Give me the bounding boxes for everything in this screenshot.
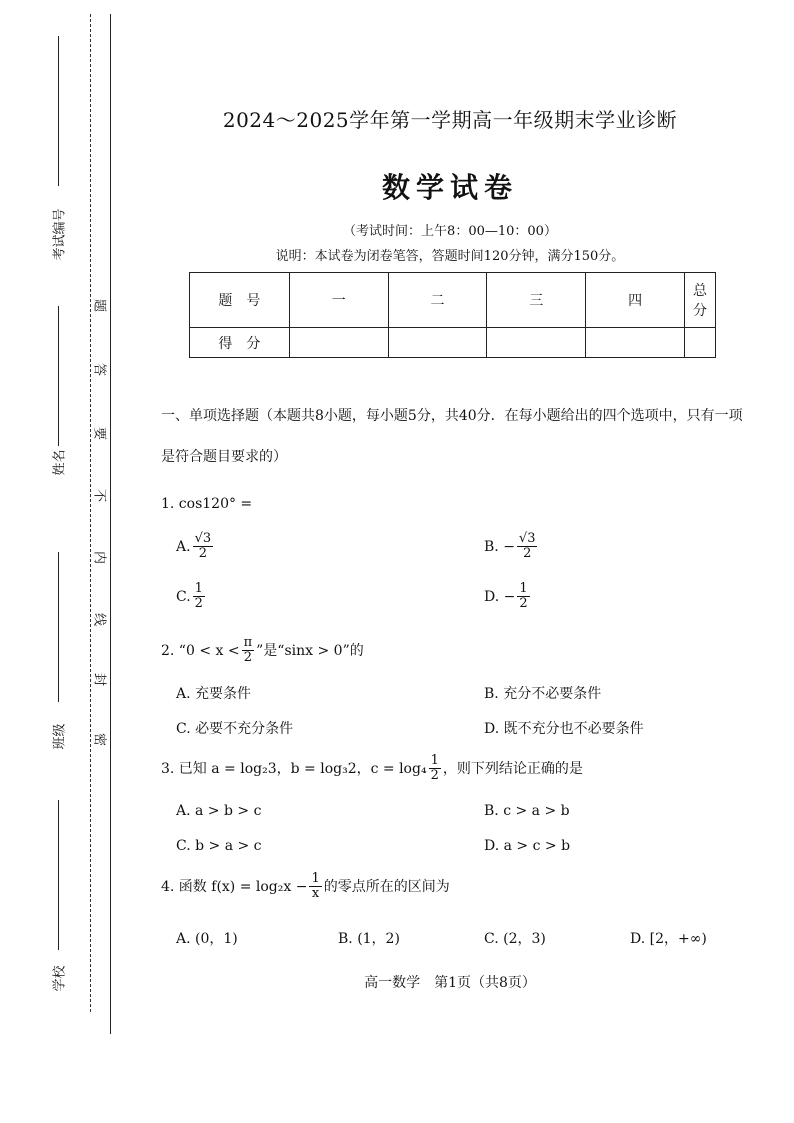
seal-char: 答	[91, 362, 107, 376]
option-prefix: C.	[176, 588, 191, 605]
class-line	[58, 552, 59, 702]
q3-option-d[interactable]: D. a > c > b	[484, 838, 571, 854]
stem-text: 的零点所在的区间为	[323, 878, 450, 895]
fraction	[309, 872, 321, 902]
q4-option-a[interactable]: A. (0，1)	[176, 931, 238, 947]
fraction	[193, 532, 214, 562]
q1-option-c[interactable]	[176, 582, 207, 612]
score-table-header-row	[190, 273, 716, 328]
numerator: 1	[194, 581, 203, 596]
stem-text: 4. 函数 f(x) = log₂x −	[161, 878, 308, 895]
q2-option-a[interactable]: A. 充要条件	[176, 686, 252, 702]
exam-number-line	[58, 36, 59, 186]
score-table-score-row	[190, 328, 716, 358]
fraction	[429, 754, 441, 784]
numerator: π	[243, 635, 253, 650]
score-header-cell: 总 分	[684, 273, 715, 328]
q3-option-c[interactable]: C. b > a > c	[176, 838, 262, 854]
denominator: x	[311, 886, 320, 902]
q4-option-c[interactable]: C. (2，3)	[484, 931, 546, 947]
seal-char: 内	[91, 550, 107, 564]
name-label: 姓名	[52, 449, 68, 476]
class-field[interactable]	[48, 552, 68, 752]
score-header-cell: 四	[586, 273, 685, 328]
school-label: 学校	[52, 965, 68, 992]
subject-title: 数学试卷	[381, 171, 518, 204]
q2-option-c[interactable]: C. 必要不充分条件	[176, 721, 294, 737]
denominator: 2	[243, 650, 252, 666]
binding-dashed-line	[90, 14, 91, 1012]
denominator: 2	[519, 596, 528, 612]
question-1-stem: 1. cos120° =	[161, 496, 253, 512]
seal-char: 题	[91, 298, 107, 312]
stem-text: 2. “0 < x <	[161, 642, 240, 659]
fraction	[193, 582, 205, 612]
q1-option-b[interactable]	[484, 532, 539, 562]
score-header-cell: 一	[289, 273, 388, 328]
score-cell[interactable]	[487, 328, 586, 358]
fraction	[517, 582, 529, 612]
question-2-stem	[161, 636, 364, 666]
section-intro-line1: 一、单项选择题（本题共8小题，每小题5分，共40分．在每小题给出的四个选项中，只有一项	[161, 408, 743, 424]
score-header-cell: 三	[487, 273, 586, 328]
fraction	[517, 532, 538, 562]
class-label: 班级	[52, 723, 68, 750]
denominator: 2	[523, 546, 532, 562]
seal-char: 不	[91, 488, 107, 502]
numerator: √3	[518, 531, 536, 546]
numerator: √3	[194, 531, 212, 546]
numerator: 1	[519, 581, 528, 596]
score-cell[interactable]	[586, 328, 685, 358]
score-header-cell: 题 号	[190, 273, 290, 328]
q1-option-d[interactable]	[484, 582, 532, 612]
page-footer: 高一数学 第1页（共8页）	[364, 975, 536, 991]
seal-char: 要	[91, 426, 107, 440]
denominator: 2	[430, 768, 439, 784]
q3-option-a[interactable]: A. a > b > c	[176, 803, 262, 819]
q4-option-b[interactable]: B. (1，2)	[338, 931, 400, 947]
exam-number-label: 考试编号	[52, 208, 68, 261]
seal-char: 密	[91, 732, 107, 746]
q4-option-d[interactable]: D. [2，+∞)	[630, 931, 707, 947]
exam-time: （考试时间：上午8：00—10：00）	[343, 224, 557, 239]
denominator: 2	[194, 596, 203, 612]
binding-solid-line	[110, 14, 111, 1034]
seal-char: 线	[91, 612, 107, 626]
q3-option-b[interactable]: B. c > a > b	[484, 803, 570, 819]
fraction	[242, 636, 255, 666]
exam-title: 2024～2025学年第一学期高一年级期末学业诊断	[222, 108, 678, 132]
score-cell[interactable]	[388, 328, 487, 358]
stem-text: ，则下列结论正确的是	[442, 760, 583, 777]
question-3-stem	[161, 754, 583, 784]
option-prefix: D. −	[484, 588, 516, 605]
name-field[interactable]	[48, 306, 68, 482]
question-4-stem	[161, 872, 450, 902]
school-line	[58, 800, 59, 950]
stem-text: 3. 已知 a = log₂3，b = log₃2，c = log₄	[161, 760, 427, 777]
section-intro-line2: 是符合题目要求的）	[161, 449, 287, 465]
name-line	[58, 306, 59, 446]
score-row-label: 得 分	[190, 328, 290, 358]
denominator: 2	[198, 546, 207, 562]
score-header-cell: 二	[388, 273, 487, 328]
q1-option-a[interactable]	[176, 532, 215, 562]
option-prefix: B. −	[484, 538, 515, 555]
option-prefix: A.	[176, 538, 191, 555]
score-cell[interactable]	[289, 328, 388, 358]
numerator: 1	[430, 753, 439, 768]
stem-text: ”是“sinx > 0”的	[256, 642, 364, 659]
exam-note: 说明：本试卷为闭卷笔答，答题时间120分钟，满分150分。	[275, 249, 625, 264]
q2-option-b[interactable]: B. 充分不必要条件	[484, 686, 602, 702]
school-field[interactable]	[48, 800, 68, 1000]
score-table	[189, 272, 721, 358]
exam-number-field[interactable]	[48, 36, 68, 272]
numerator: 1	[311, 871, 320, 886]
score-cell[interactable]	[684, 328, 715, 358]
seal-char: 封	[91, 672, 107, 686]
q2-option-d[interactable]: D. 既不充分也不必要条件	[484, 721, 644, 737]
